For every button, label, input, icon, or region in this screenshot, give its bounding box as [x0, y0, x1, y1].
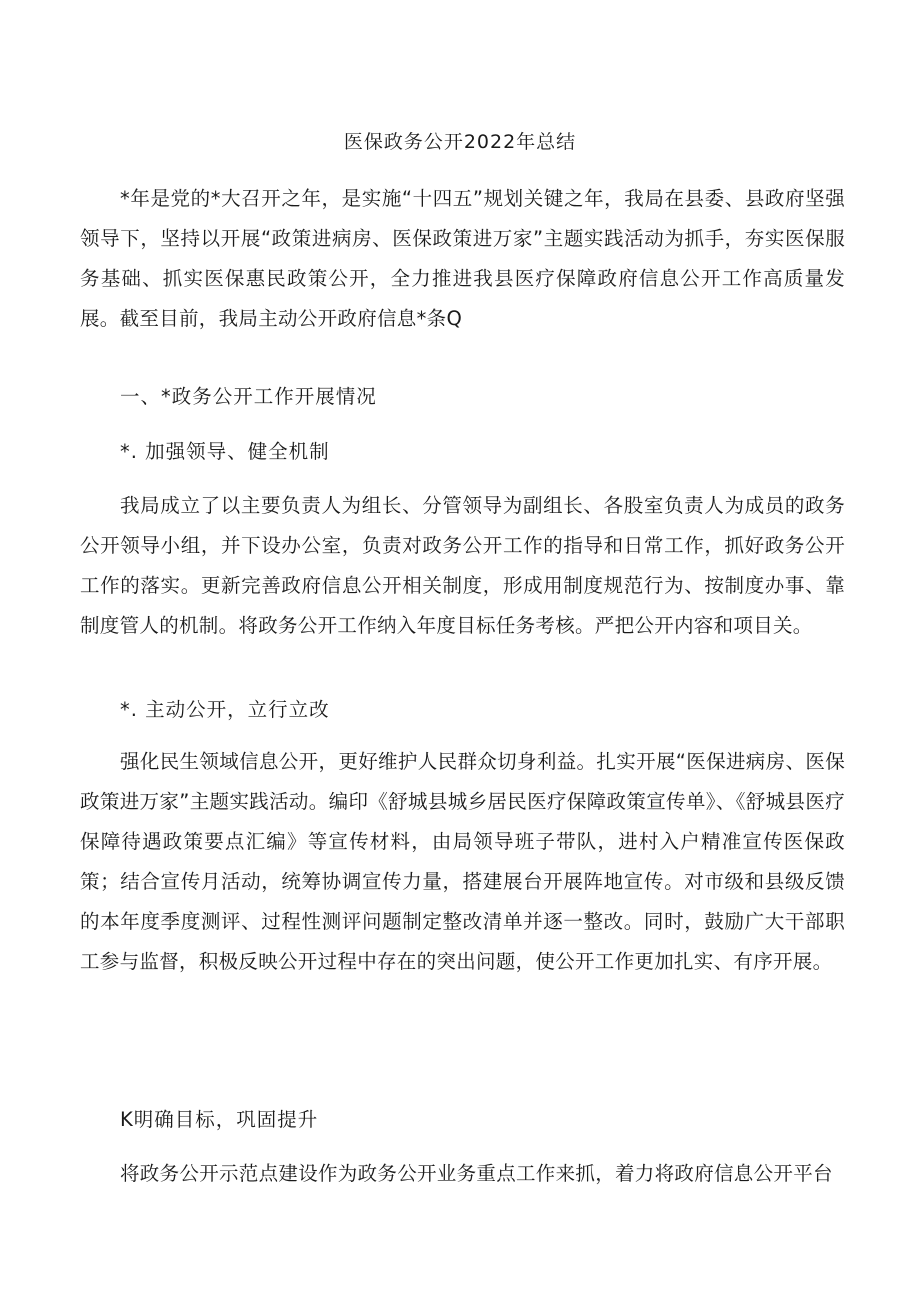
subsection-body-3: 将政务公开示范点建设作为政务公开业务重点工作来抓，着力将政府信息公开平台: [120, 1162, 833, 1185]
subsection-body-1: 我局成立了以主要负责人为组长、分管领导为副组长、各股室负责人为成员的政务公开领导小组，并下设办公室，负责对政务公开工作的指导和日常工作，抓好政务公开工作的落实。更新完善政府信息公开相关制度，形成用制度规范行为、按制度办事、靠制度管人的机制。将政务公开工作纳入年度目标任务考核。严把公开内容和项目关。: [80, 494, 845, 637]
intro-paragraph: *年是党的*大召开之年，是实施“十四五”规划关键之年，我局在县委、县政府坚强领导下，坚持以开展“政策进病房、医保政策进万家”主题实践活动为抓手，夯实医保服务基础、抓实医保惠民政策公开，全力推进我县医疗保障政府信息公开工作高质量发展。截至目前，我局主动公开政府信息*条Q: [80, 187, 845, 330]
subsection-heading-3: K明确目标，巩固提升: [120, 1108, 319, 1131]
subsection-heading-1: *. 加强领导、健全机制: [120, 440, 330, 463]
subsection-body-2: 强化民生领域信息公开，更好维护人民群众切身利益。扎实开展“医保进病房、医保政策进万家”主题实践活动。编印《舒城县城乡居民医疗保障政策宣传单》、《舒城县医疗保障待遇政策要点汇编》等宣传材料，由局领导班子带队，进村入户精准宣传医保政策；结合宣传月活动，统筹协调宣传力量，搭建展台开展阵地宣传。对市级和县级反馈的本年度季度测评、过程性测评问题制定整改清单并逐一整改。同时，鼓励广大干部职工参与监督，积极反映公开过程中存在的突出问题，使公开工作更加扎实、有序开展。: [80, 750, 845, 973]
document-title: 医保政务公开2022年总结: [343, 131, 577, 153]
subsection-heading-2: *. 主动公开，立行立改: [120, 698, 330, 721]
section-heading-1: 一、*政务公开工作开展情况: [120, 385, 377, 408]
